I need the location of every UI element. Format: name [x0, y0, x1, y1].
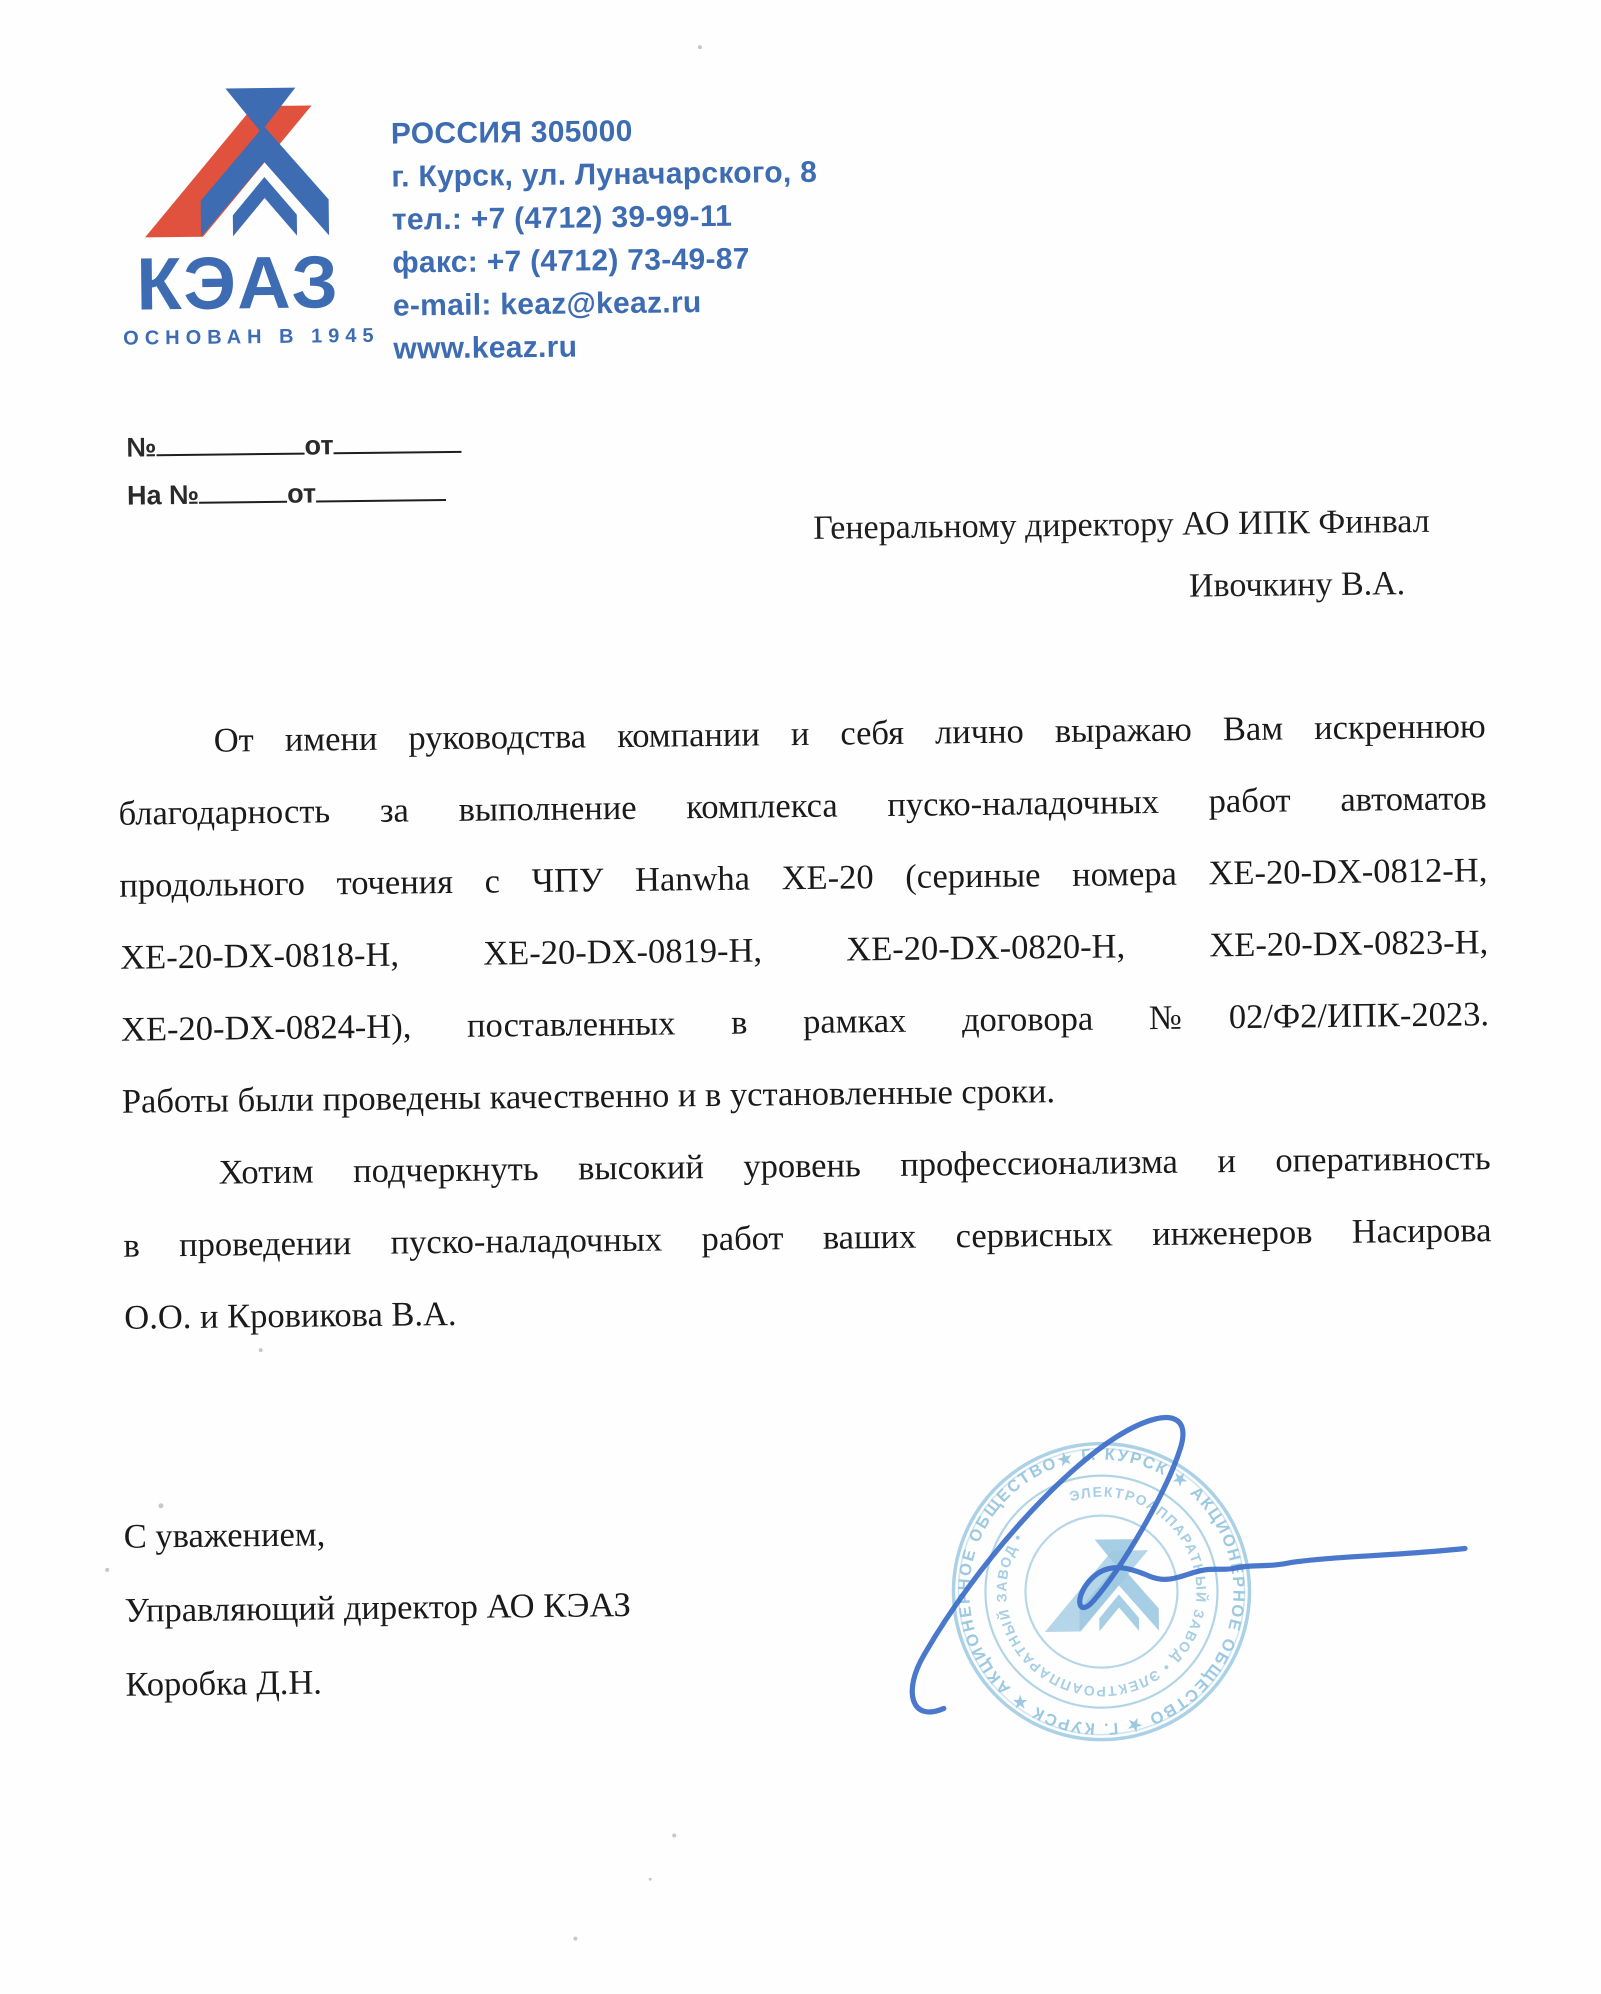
body-line: Работы были проведены качественно и в установленные сроки.	[121, 1072, 1056, 1121]
body-line: Хотим подчеркнуть высокий уровень профессионализма и оперативность	[218, 1139, 1491, 1192]
scan-speck	[672, 1833, 676, 1837]
reference-block	[126, 420, 462, 520]
addressee-block	[759, 490, 1484, 622]
contact-info-block	[391, 108, 820, 371]
contact-fax: факс: +7 (4712) 73-49-87	[392, 242, 750, 280]
body-line: ХЕ-20-DX-0824-Н), поставленных в рамках договора №02/Ф2/ИПК-2023.	[120, 995, 1490, 1049]
stamp-signature-graphic	[815, 1384, 1540, 1812]
contact-website: www.keaz.ru	[393, 330, 578, 366]
closing-block	[123, 1494, 632, 1722]
body-line: ХЕ-20-DX-0818-Н, ХЕ-20-DX-0819-Н, ХЕ-20-DX-0820-Н, ХЕ-20-DX-0823-Н,	[120, 923, 1489, 977]
ref-ot-label: от	[304, 430, 334, 461]
ref-underline	[156, 429, 304, 457]
scan-speck	[698, 45, 702, 49]
contact-address: г. Курск, ул. Луначарского, 8	[391, 155, 818, 194]
body-line: От имени руководства компании и себя лично выражаю Вам искреннюю	[213, 707, 1486, 760]
scan-speck	[649, 1878, 652, 1881]
body-line: О.О. и Кровикова В.А.	[124, 1294, 457, 1337]
body-line: благодарность за выполнение комплекса пуско-наладочных работ автоматов	[118, 779, 1487, 833]
closing-salutation: С уважением,	[123, 1515, 326, 1556]
company-name: КЭАЗ	[135, 240, 340, 326]
contact-email: e-mail: keaz@keaz.ru	[392, 286, 702, 323]
stamp-center-logo-icon	[1044, 1539, 1159, 1632]
keaz-logo-icon	[133, 83, 339, 253]
stamp-outer-ring-text: ★ Г. КУРСК ★ АКЦИОНЕРНОЕ ОБЩЕСТВО ★ Г. КУРСК ★ АКЦИОНЕРНОЕ ОБЩЕСТВО	[955, 1445, 1248, 1738]
scan-speck	[105, 1568, 109, 1572]
addressee-name: Ивочкину В.А.	[1188, 565, 1406, 605]
contact-country-zip: РОССИЯ 305000	[390, 114, 633, 151]
stamp-inner-ring-text: ЭЛЕКТРОАППАРАТНЫЙ ЗАВОД • ЭЛЕКТРОАППАРАТНЫЙ ЗАВОД •	[993, 1483, 1210, 1700]
company-tagline: ОСНОВАН В 1945	[123, 324, 380, 350]
ref-underline	[316, 475, 446, 502]
body-line: в проведении пуско-наладочных работ ваших сервисных инженеров Насирова	[123, 1211, 1492, 1265]
company-logo-block	[120, 83, 380, 351]
contact-phone: тел.: +7 (4712) 39-99-11	[391, 199, 733, 237]
stamp-and-signature	[815, 1384, 1540, 1817]
ref-na-no-label: На №	[126, 479, 200, 511]
scan-speck	[158, 1503, 163, 1508]
scan-speck	[259, 1348, 263, 1352]
body-line: продольного точения с ЧПУ Hanwha ХЕ-20 (сериные номера ХЕ-20-DX-0812-Н,	[119, 851, 1488, 905]
addressee-position: Генеральному директору АО ИПК Финвал	[812, 502, 1430, 547]
ref-ot-label: от	[286, 478, 317, 509]
letter-body	[117, 690, 1492, 1353]
closing-name: Коробка Д.Н.	[125, 1663, 323, 1704]
ref-row-incoming	[127, 468, 463, 520]
ref-underline	[199, 477, 287, 504]
closing-position: Управляющий директор АО КЭАЗ	[124, 1585, 631, 1630]
scan-speck	[573, 1937, 577, 1941]
ref-underline	[333, 427, 461, 454]
ref-no-label: №	[126, 432, 157, 463]
ref-row-outgoing	[126, 420, 462, 472]
